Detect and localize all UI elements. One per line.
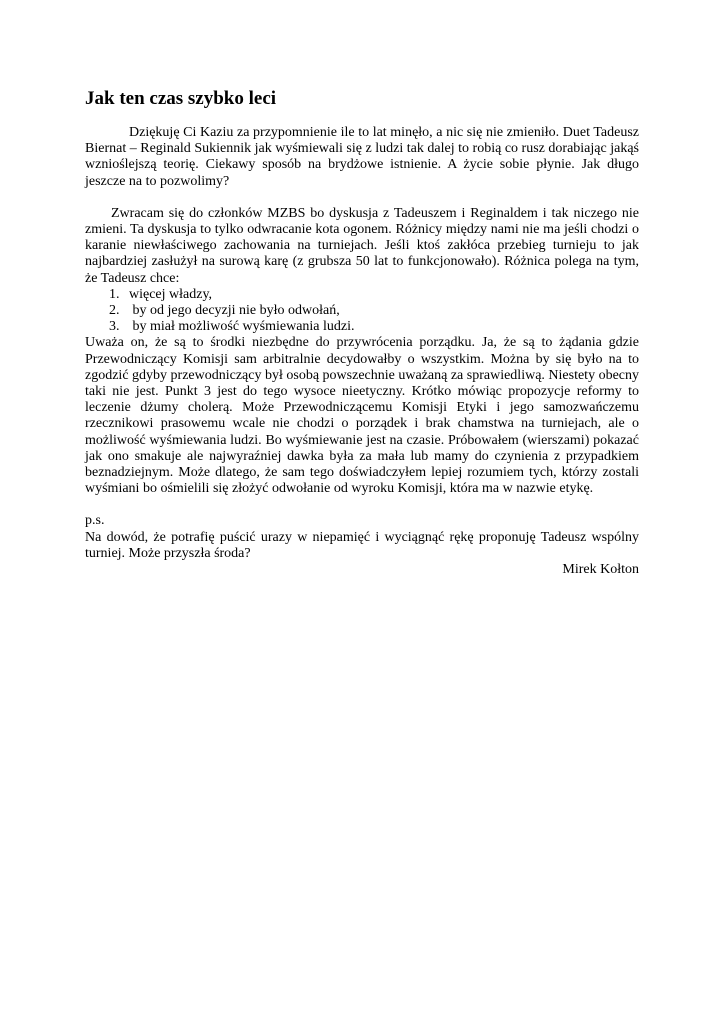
list-item-number: 2. [109, 303, 120, 319]
document-title: Jak ten czas szybko leci [85, 88, 277, 109]
list-item-number: 1. [109, 286, 120, 302]
demands-list [85, 287, 639, 336]
list-item-text: więcej władzy, [129, 286, 213, 302]
signature: Mirek Kołton [562, 562, 639, 578]
list-item [109, 287, 639, 303]
list-item-number: 3. [109, 319, 120, 335]
ps-label: p.s. [85, 513, 105, 529]
paragraph-intro: Dziękuję Ci Kaziu za przypomnienie ile to lat minęło, a nic się nie zmieniło. Duet Tadeusz Biernat – Reginald Sukiennik jak wyśmiewali się z ludzi tak dalej to robią co rusz dorabiając jakąś wznioślejszą teorię. Ciekawy sposób na brydżowe istnienie. A życie sobie płynie. Jak długo jeszcze na to pozwolimy? [85, 125, 639, 189]
paragraph-spacer [85, 190, 639, 206]
paragraph-mzbs: Zwracam się do członków MZBS bo dyskusja z Tadeuszem i Reginaldem i tak niczego nie zmieni. Ta dyskusja to tylko odwracanie kota ogonem. Różnicy między nami nie ma jeśli chodzi o karanie niewłaściwego zachowania na turniejach. Jeśli ktoś zakłóca przebieg turnieju to jak najbardziej zasłużył na surową karę (z grubsza 50 lat to funkcjonowało). Różnica polega na tym, że Tadeusz chce: [85, 205, 639, 286]
ps-text: Na dowód, że potrafię puścić urazy w niepamięć i wyciągnąć rękę proponuję Tadeusz wspólny turniej. Może przyszła środa? [85, 529, 639, 561]
list-item-text: by miał możliwość wyśmiewania ludzi. [129, 319, 355, 335]
list-item-text: by od jego decyzji nie było odwołań, [129, 303, 340, 319]
document-page [85, 88, 639, 578]
paragraph-argument: Uważa on, że są to środki niezbędne do przywrócenia porządku. Ja, że są to żądania gdzie Przewodniczący Komisji sam arbitralnie decydowałby o wszystkim. Można by się było na to zgodzić gdyby przewodniczący był osobą powszechnie uważaną za sprawiedliwą. Niestety obecny taki nie jest. Punkt 3 jest do tego wysoce nieetyczny. Krótko mówiąc propozycje reformy to leczenie dżumy cholerą. Może Przewodniczącemu Komisji Etyki i jego samozwańczemu rzecznikowi prasowemu wcale nie chodzi o porządek i brak chamstwa na turniejach, ale o możliwość wyśmiewania ludzi. Bo wyśmiewanie jest na czasie. Próbowałem (wierszami) pokazać jak ono smakuje ale najwyraźniej dawka była za mała lub mamy do czynienia z przypadkiem beznadziejnym. Może dlatego, że sam tego doświadczyłem lepiej rozumiem tych, którzy zostali wyśmiani bo ośmielili się złożyć odwołanie od wyroku Komisji, która ma w nazwie etykę. [85, 335, 639, 497]
list-item [109, 319, 639, 335]
list-item [109, 303, 639, 319]
paragraph-spacer [85, 497, 639, 513]
